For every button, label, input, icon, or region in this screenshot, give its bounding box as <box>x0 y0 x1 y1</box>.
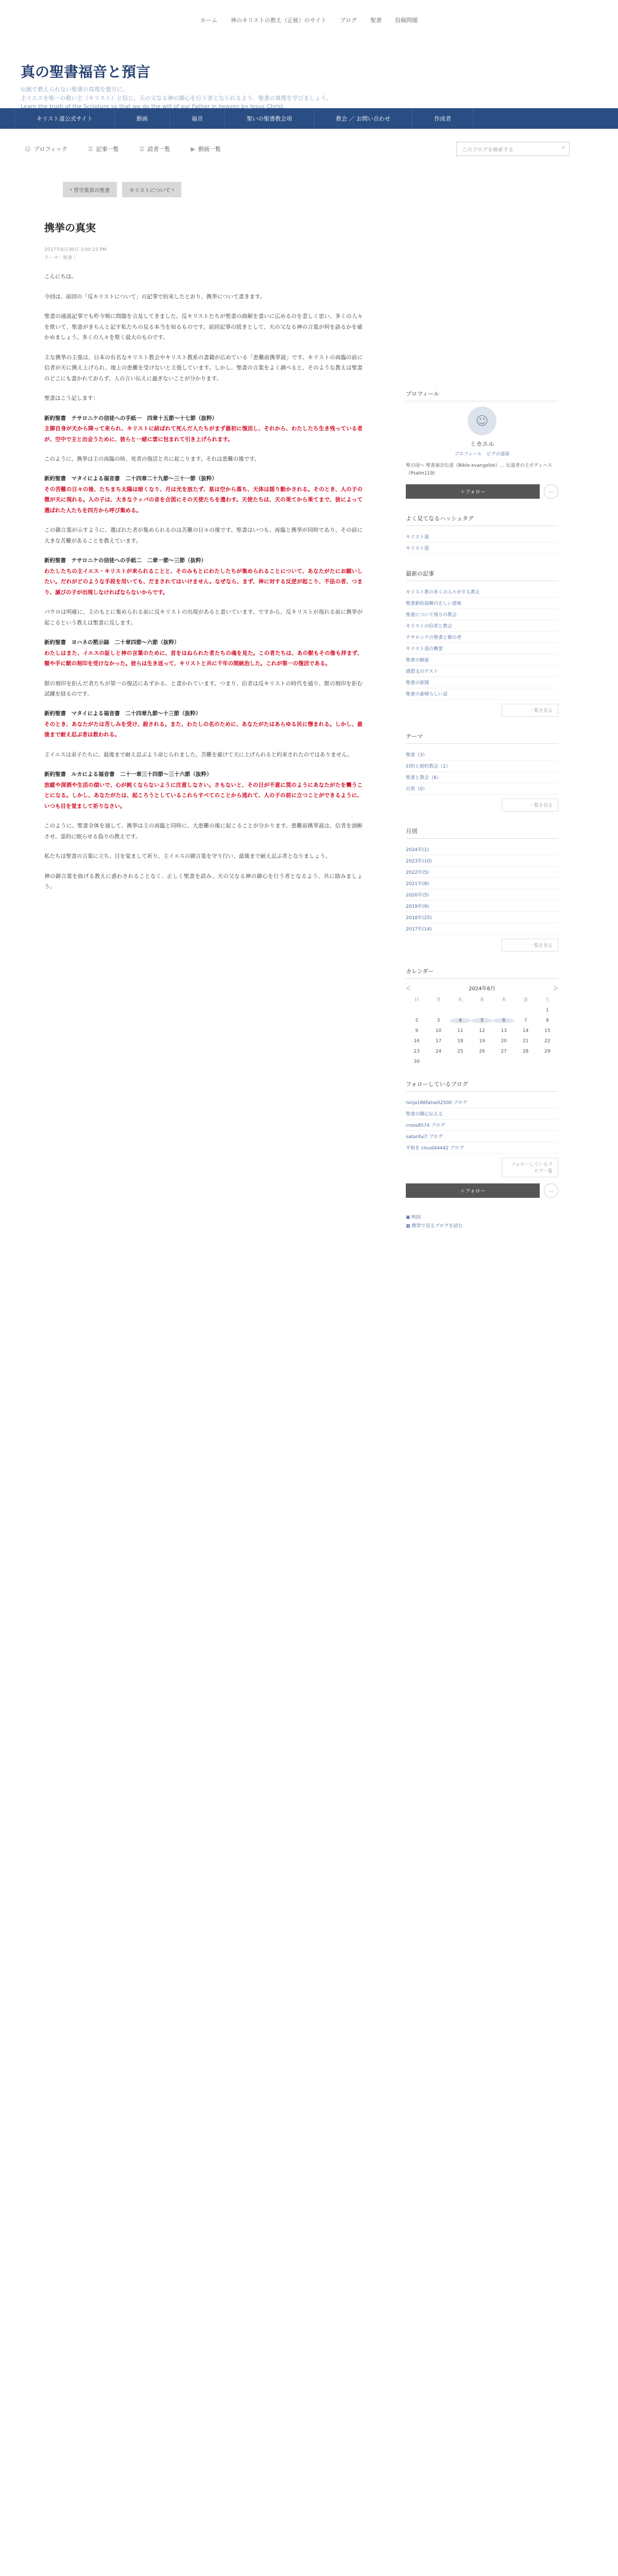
calendar-day <box>406 1008 427 1013</box>
widget-title: 最新の記事 <box>406 569 558 581</box>
qr-icon: ▦ <box>406 1223 412 1229</box>
calendar-day: 22 <box>544 1038 551 1044</box>
calendar-day: 21 <box>522 1038 529 1044</box>
video-icon: ▶ <box>191 146 195 152</box>
follow-button-bottom[interactable]: ＋フォロー <box>406 1183 540 1198</box>
paragraph: このように、携挙は主の再臨の時、死者の復活と共に起こります。それは患難の後です。 <box>44 456 260 462</box>
archive-item[interactable]: 2019年(9) <box>406 901 558 912</box>
post-date: 2017年6月30日 3:00:23 PM <box>44 247 107 252</box>
topnav-link-blog[interactable]: ブログ <box>340 17 357 24</box>
calendar-day[interactable]: 5 <box>471 1018 493 1023</box>
recent-post-item[interactable]: 聖書の解説 <box>406 654 558 666</box>
person-icon: ☺ <box>25 146 31 152</box>
post-tags[interactable]: テーマ：聖書｜ <box>44 256 77 261</box>
recent-post-item[interactable]: 聖書の新聞 <box>406 677 558 688</box>
archive-item[interactable]: 2021年(8) <box>406 878 558 889</box>
archive-item[interactable]: 2023年(10) <box>406 855 558 867</box>
verse-block <box>44 637 363 669</box>
calendar-day <box>471 1008 493 1013</box>
more-options-button[interactable]: … <box>544 1183 558 1198</box>
paragraph: 神の御言葉を曲げる教えに惑わされることなく、正しく聖書を読み、天の父なる神の御心を行う者となるよう、共に励みましょう。 <box>44 873 363 890</box>
calendar-day: 19 <box>479 1038 485 1044</box>
calendar-day: 15 <box>544 1028 551 1033</box>
calendar-day[interactable]: 4 <box>450 1018 471 1023</box>
rss-icon: ▣ <box>406 1214 412 1220</box>
person-icon: ☺ <box>475 414 489 428</box>
calendar-day: 9 <box>415 1028 418 1033</box>
archive-item[interactable]: 2024年(1) <box>406 844 558 855</box>
recent-post-item[interactable]: キリスト道の概要 <box>406 643 558 654</box>
weekday-label: 水 <box>479 997 485 1003</box>
calendar-day: 11 <box>457 1028 464 1033</box>
recent-post-item[interactable]: テサロニケの聖書と獣の者 <box>406 632 558 643</box>
post-pager <box>0 174 618 205</box>
paragraph: パウロは明確に、主のもとに集められる前に反キリストの出現があると書いています。ですから、反キリストが現れる前に携挙が起こるという教えは聖書に反します。 <box>44 609 363 626</box>
more-options-button[interactable]: … <box>544 484 558 499</box>
subbar-readers[interactable]: ☰ 読者一覧 <box>139 146 170 152</box>
verse-ref: 新約聖書 ヨハネの黙示録 二十章四節〜六節（抜粋） <box>44 639 180 646</box>
hashtag-item[interactable]: キリスト道 <box>406 531 558 543</box>
archive-item[interactable]: 2018年(25) <box>406 912 558 923</box>
calendar-day: 1 <box>545 1007 549 1013</box>
weekday-label: 月 <box>436 997 441 1003</box>
paragraph: 主な携挙の主張は、日本の有名なキリスト教会やキリスト教系の書籍が広めている「患難前携挙説」です。キリストの再臨の前に信者が天に携え上げられ、地上の患難を受けないと主張しています。しかし、聖書の言葉をよく調べると、そのような教えは聖書のどこにも書かれておらず、人の言い伝えに過ぎないことが分かります。 <box>44 354 363 382</box>
post-title[interactable]: 携挙の真実 <box>44 222 96 234</box>
recent-post-item[interactable]: 聖書の素晴らしい話 <box>406 688 558 700</box>
category-nav <box>0 108 618 129</box>
calendar-day: 25 <box>457 1048 464 1054</box>
paragraph: 獣の刻印を拒んだ者たちが第一の復活にあずかる、と書かれています。つまり、信者は反キリストの時代を通り、獣の刻印を拒む試練を経るのです。 <box>44 680 363 697</box>
calendar-month: 2024年6月 <box>469 986 495 992</box>
widget-title: プロフィール <box>406 389 558 401</box>
widget-title: フォローしているブログ <box>406 1080 558 1092</box>
profile-name[interactable]: ミカエル <box>469 440 494 448</box>
tagline-line-2: 主イエスを唯一の救い主（キリスト）と信じ、天の父なる神の御心を行う者となられるよう、聖書の真理を学びましょう。 <box>21 94 332 101</box>
calendar-grid <box>406 996 558 1064</box>
verse-ref: 新約聖書 マタイによる福音書 二十四章二十九節〜三十一節（抜粋） <box>44 476 217 482</box>
following-blog-item[interactable]: 聖書の御心伝える <box>406 1108 558 1120</box>
calendar-day <box>493 1008 514 1013</box>
search-input[interactable]: このブログを検索する ⌕ <box>456 142 570 156</box>
calendar-day <box>427 1008 449 1013</box>
weekday-label: 土 <box>545 997 550 1003</box>
tagline-line-3: Learn the truth of the Scripture so that we do the will of our Father in heaven by Jesus Christ. <box>21 103 285 110</box>
following-blog-item[interactable]: cross8574 ブログ <box>406 1120 558 1131</box>
recent-post-item[interactable]: 感想文のテスト <box>406 666 558 677</box>
catnav-item-video[interactable]: 動画 <box>115 108 170 129</box>
subbar-articles[interactable]: ☰ 記事一覧 <box>88 146 119 152</box>
follow-row-bottom <box>406 1183 558 1198</box>
calendar-day: 26 <box>479 1048 485 1054</box>
calendar-next-button[interactable]: ＞ <box>553 986 558 992</box>
archive-item[interactable]: 2020年(5) <box>406 889 558 901</box>
theme-item[interactable]: 日常（0） <box>406 783 558 794</box>
following-widget <box>406 1080 558 1198</box>
topnav-link-questions[interactable]: 投稿問題 <box>395 17 418 24</box>
calendar-day: 28 <box>522 1048 529 1054</box>
calendar-day: 3 <box>437 1018 440 1023</box>
next-post-button[interactable]: キリストについて › <box>122 182 181 197</box>
verse-ref: 新約聖書 ルカによる福音書 二十一章三十四節〜三十六節（抜粋） <box>44 771 212 778</box>
following-blog-item[interactable]: ninja186fatsell2500 ブログ <box>406 1097 558 1108</box>
topnav-link-site[interactable]: 神のキリストの教え（正統）のサイト <box>230 17 327 24</box>
recent-post-item[interactable]: 聖書について残りの教会 <box>406 609 558 620</box>
catnav-item-official[interactable]: キリスト道公式サイト <box>14 108 115 129</box>
verse-text: 放縦や深酒や生活の煩いで、心が鈍くならないように注意しなさい。さもないと、その日が不意に罠のようにあなたがたを襲うことになる。しかし、あなたがたは、起ころうとしているこれらすべてのことから逃れて、人の子の前に立つことができるように、いつも目を覚まして祈りなさい。 <box>44 782 363 809</box>
hashtag-widget <box>406 514 558 554</box>
weekday-label: 日 <box>414 997 419 1003</box>
theme-item[interactable]: 聖書（3） <box>406 749 558 760</box>
catnav-item-gospel[interactable]: 福音 <box>170 108 225 129</box>
profile-description: 聖の国へ 聖書福音伝道（Bible evangelist）… 伝道者の主ボディハス（Psalm119) <box>406 463 552 477</box>
calendar-day <box>450 1008 471 1013</box>
subbar-videos[interactable]: ▶ 動画一覧 <box>191 146 221 152</box>
calendar-widget <box>406 967 558 1064</box>
sub-bar <box>0 129 618 169</box>
verse-text: わたしたちの主イエス・キリストが来られることと、そのみもとにわたしたちが集められることについて、あなたがたにお願いしたい。だれがどのような手段を用いても、だまされてはいけません。なぜなら、まず、神に対する反逆が起こり、不法の者、つまり、滅びの子が出現しなければならないからです。 <box>44 568 363 596</box>
following-blog-item[interactable]: 平和を cloud44442 ブログ <box>406 1142 558 1154</box>
weekday-label: 火 <box>458 997 463 1003</box>
masthead <box>0 40 618 108</box>
paragraph: 今回は、前回の「反キリストについて」の記事で約束したとおり、携挙について書きます。 <box>44 293 266 300</box>
recent-post-item[interactable]: 聖書新約誤解の正しい意味 <box>406 598 558 609</box>
paragraph: こんにちは。 <box>44 274 77 280</box>
verse-text: そのとき、あなたがたは苦しみを受け、殺される。また、わたしの名のために、あなたがたはあらゆる民に憎まれる。しかし、最後まで耐え忍ぶ者は救われる。 <box>44 721 363 738</box>
prev-post-button[interactable]: ‹ 哲学異常の聖書 <box>63 182 117 197</box>
verse-ref: 新約聖書 テサロニケの信徒への手紙一 四章十五節〜十七節（抜粋） <box>44 415 217 421</box>
verse-block <box>44 555 363 598</box>
list-icon: ☰ <box>88 146 93 152</box>
calendar-day: 7 <box>524 1018 527 1023</box>
calendar-day: 12 <box>479 1028 485 1033</box>
post-meta <box>44 246 363 262</box>
catnav-item-church-items[interactable]: 聖いの聖書教会項 <box>225 108 314 129</box>
archive-item[interactable]: 2022年(5) <box>406 867 558 878</box>
following-blog-item[interactable]: satanfui7 ブログ <box>406 1131 558 1142</box>
verse-text: わたしはまた、イエスの証しと神の言葉のために、首をはねられた者たちの魂を見た。この者たちは、あの獣もその像も拝まず、額や手に獣の刻印を受けなかった。彼らは生き返って、キリストと共に千年の間統治した。これが第一の復活である。 <box>44 650 363 667</box>
verse-block <box>44 769 363 811</box>
paragraph: この御言葉が示すように、選ばれた者が集められるのは苦難の日々の後です。聖書はいつも、再臨と携挙が同時であり、その前に大きな苦難があることを教えています。 <box>44 527 363 544</box>
group-icon: ☰ <box>139 146 145 152</box>
avatar[interactable] <box>468 406 496 435</box>
paragraph: 聖書はこう記します： <box>44 395 98 402</box>
following-list-button[interactable]: フォローしているブログ一覧 <box>502 1158 558 1177</box>
mobile-link[interactable]: ▦ 携帯で見るブログを読む <box>406 1223 463 1229</box>
paragraph: 私たちは聖書の言葉に立ち、目を覚まして祈り、主イエスの御言葉を守り行い、最後まで耐え忍ぶ者となりましょう。 <box>44 853 331 860</box>
calendar-day: 30 <box>414 1059 420 1064</box>
theme-widget <box>406 732 558 811</box>
topnav-link-bible[interactable]: 聖書 <box>370 17 382 24</box>
calendar-day[interactable]: 6 <box>493 1018 514 1023</box>
calendar-day: 17 <box>435 1038 442 1044</box>
profile-widget <box>406 389 558 499</box>
recent-posts-widget <box>406 569 558 717</box>
calendar-prev-button[interactable]: ＜ <box>406 986 411 992</box>
theme-item[interactable]: 旧約と新約教会（1） <box>406 760 558 772</box>
calendar-day: 14 <box>522 1028 529 1033</box>
tagline-line-1: 伝統で教えられない聖書の真理を貴方に。 <box>21 86 128 93</box>
profile-links[interactable]: プロフィール ピグの部屋 <box>454 452 510 457</box>
calendar-day: 20 <box>501 1038 507 1044</box>
chevron-right-icon: › <box>170 187 174 193</box>
post-body <box>44 272 363 892</box>
calendar-day: 23 <box>414 1048 420 1054</box>
calendar-day: 10 <box>435 1028 442 1033</box>
site-tagline <box>21 86 618 111</box>
see-all-button[interactable]: 一覧を見る <box>502 704 558 717</box>
calendar-day <box>514 1008 536 1013</box>
main-article <box>44 219 363 1246</box>
catnav-item-author[interactable]: 作成者 <box>413 108 473 129</box>
hashtag-item[interactable]: キリスト道 <box>406 543 558 554</box>
weekday-label: 木 <box>501 997 506 1003</box>
subbar-profile[interactable]: ☺ プロフィック <box>25 146 67 152</box>
calendar-day: 13 <box>501 1028 507 1033</box>
verse-ref: 新約聖書 マタイによる福音書 二十四章九節〜十三節（抜粋） <box>44 710 201 717</box>
follow-button[interactable]: ＋フォロー <box>406 484 540 499</box>
page-layout <box>0 219 618 1246</box>
widget-title: テーマ <box>406 732 558 744</box>
topnav-link-home[interactable]: ホーム <box>200 17 217 24</box>
verse-ref: 新約聖書 テサロニケの信徒への手紙二 二章一節〜三節（抜粋） <box>44 557 207 564</box>
follow-row <box>406 484 558 499</box>
paragraph: 聖書の通説記事でも昨今頻に問題を言及してきました。反キリストたちが聖書の曲解を書いに広めるのを悲しく思い、多くの人々を欺いて、聖書がきちんと記す私たちの見る本当を知るものです。前回記事の続きとして、天の父なる神の言葉が何を語るかを確かめましょう。多くの人々を欺く最大のものです。 <box>44 313 363 341</box>
paragraph: このように、聖書全体を通して、携挙は主の再臨と同時に、大患難の後に起こることが分かります。患難前携挙説は、信者を油断させ、霊的に眠らせる偽りの教えです。 <box>44 823 363 840</box>
verse-block <box>44 708 363 740</box>
weekday-label: 金 <box>523 997 528 1003</box>
recent-post-item[interactable]: キリスト教の多くの人々がする教え <box>406 586 558 598</box>
see-all-button[interactable]: 一覧を見る <box>502 799 558 811</box>
archive-widget <box>406 827 558 952</box>
rss-link[interactable]: ▣ RSS <box>406 1214 421 1220</box>
feed-links <box>406 1213 558 1231</box>
calendar-day: 27 <box>501 1048 507 1054</box>
calendar-header <box>406 984 558 992</box>
see-all-button[interactable]: 一覧を見る <box>502 939 558 952</box>
widget-title: 月別 <box>406 827 558 839</box>
calendar-day: 8 <box>545 1018 549 1023</box>
calendar-day: 29 <box>544 1048 551 1054</box>
site-title[interactable]: 真の聖書福音と預言 <box>21 63 151 80</box>
verse-text: その苦難の日々の後、たちまち太陽は暗くなり、月は光を放たず、星は空から落ち、天体は揺り動かされる。そのとき、人の子の徴が天に現れる。人の子は、大きなラッパの音を合図にその天使たちを遣わす。天使たちは、天の果てから果てまで、彼によって選ばれた人たちを四方から呼び集める。 <box>44 486 363 514</box>
catnav-item-contact[interactable]: 教会 ／ お問い合わせ <box>314 108 413 129</box>
search-icon[interactable]: ⌕ <box>562 145 565 150</box>
recent-post-item[interactable]: キリストの信者と教会 <box>406 620 558 632</box>
archive-item[interactable]: 2017年(14) <box>406 923 558 935</box>
verse-block <box>44 413 363 445</box>
calendar-day: 2 <box>415 1018 418 1023</box>
verse-block <box>44 473 363 516</box>
calendar-day: 16 <box>414 1038 420 1044</box>
calendar-day: 18 <box>457 1038 464 1044</box>
widget-title: カレンダー <box>406 967 558 979</box>
verse-text: 主御自身が天から降って来られ、キリストに結ばれて死んだ人たちがまず最初に復活し、それから、わたしたち生き残っている者が、空中で主と出会うために、彼らと一緒に雲に包まれて引き上げられます。 <box>44 426 363 443</box>
calendar-day: 24 <box>435 1048 442 1054</box>
paragraph: 主イエスは弟子たちに、最後まで耐え忍ぶよう命じられました。苦難を避けて天に上げられると約束されたのではありません。 <box>44 751 353 758</box>
widget-title: よく見てなるハッシュタグ <box>406 514 558 526</box>
chevron-left-icon: ‹ <box>70 187 74 193</box>
sidebar <box>406 219 558 1246</box>
theme-item[interactable]: 聖書と教会（6） <box>406 772 558 783</box>
top-nav <box>0 0 618 40</box>
